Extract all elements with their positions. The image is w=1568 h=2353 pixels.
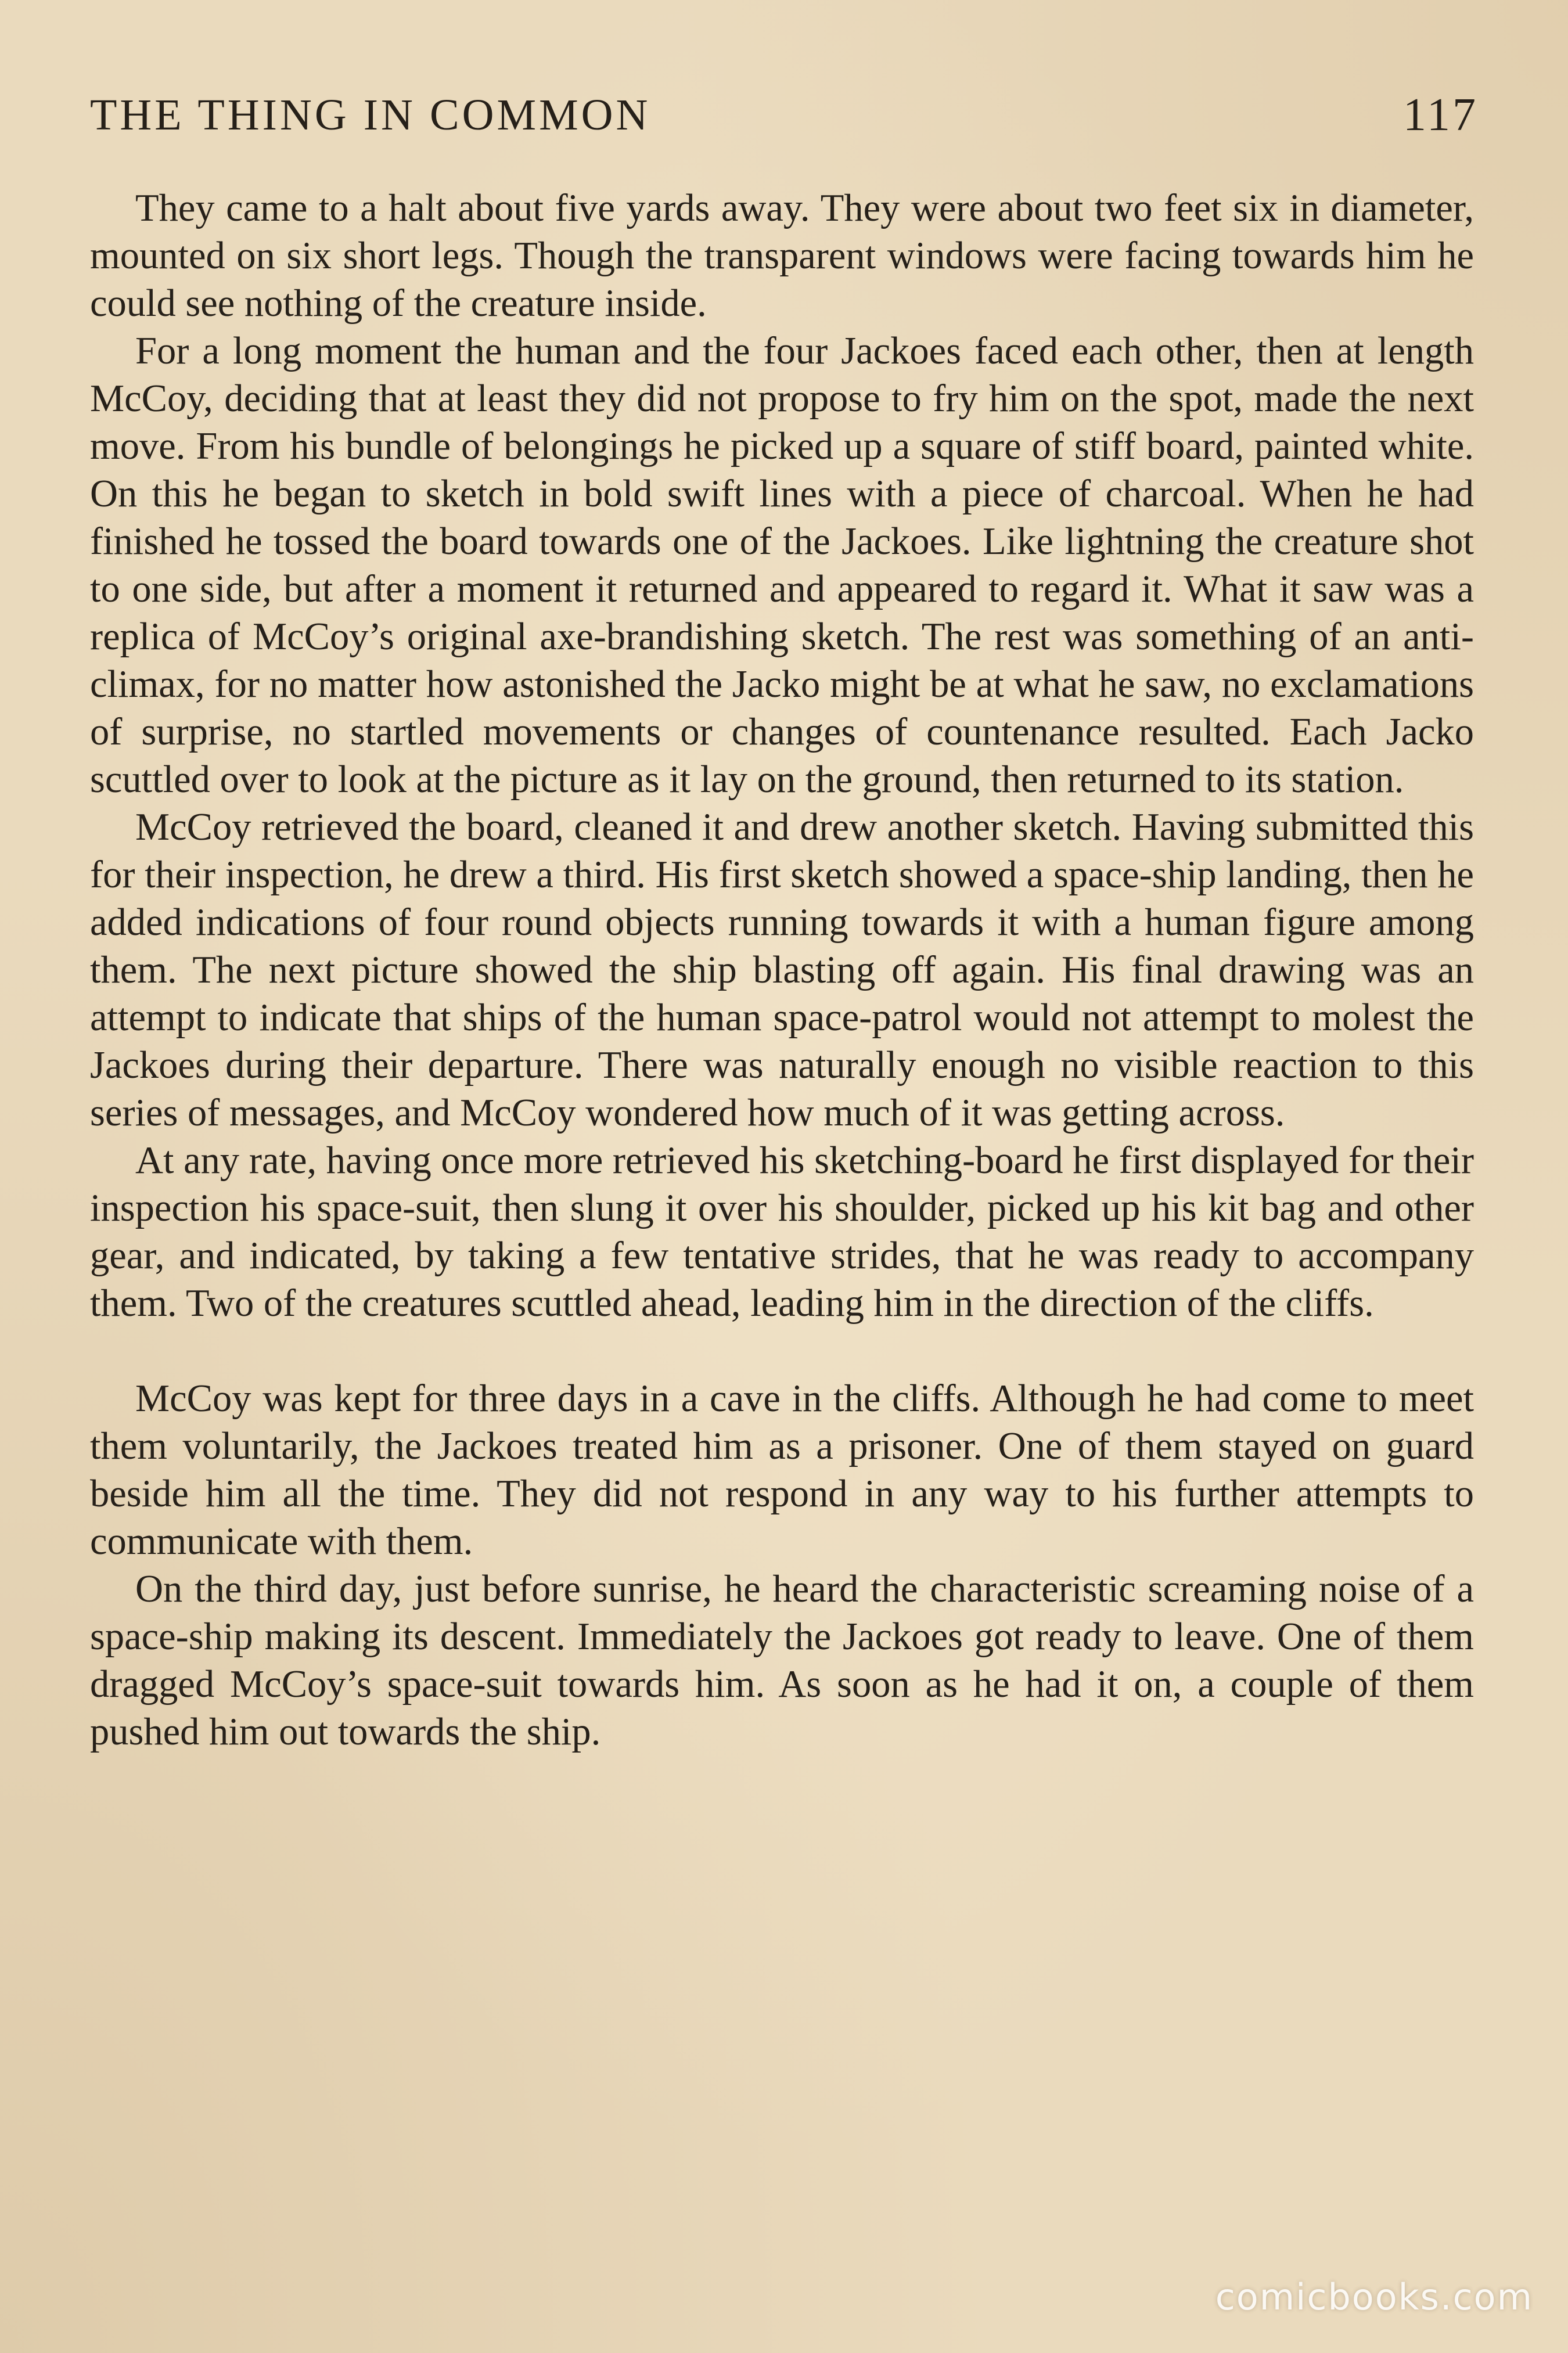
- body-text: [90, 185, 1474, 1756]
- watermark-logo: comicbooks.com: [1215, 2276, 1533, 2318]
- paragraph-1: They came to a halt about five yards away. They were about two feet six in diameter, mounted on six short legs. Though the transparent windows were facing towards him he could see nothing of the creature inside.: [90, 187, 1474, 325]
- running-head: [90, 86, 1478, 144]
- paragraph-4: At any rate, having once more retrieved his sketching-board he first displayed for their inspection his space-suit, then slung it over his shoulder, picked up his kit bag and other gear, and indicated, by taking a few tentative strides, that he was ready to accompany them. Two of the creatures scuttled ahead, leading him in the direction of the cliffs.: [90, 1139, 1474, 1325]
- paragraph-5: McCoy was kept for three days in a cave in the cliffs. Although he had come to meet them voluntarily, the Jackoes treated him as a prisoner. One of them stayed on guard beside him all the time. They did not respond in any way to his further attempts to communicate with them.: [90, 1377, 1474, 1563]
- page-number: 117: [1402, 89, 1478, 141]
- paragraph-2: For a long moment the human and the four Jackoes faced each other, then at length McCoy, deciding that at least they did not propose to fry him on the spot, made the next move. From his bundle of belongings he picked up a square of stiff board, painted white. On this he began to sketch in bold swift lines with a piece of charcoal. When he had finished he tossed the board towards one of the Jackoes. Like lightning the creature shot to one side, but after a moment it returned and appeared to regard it. What it saw was a replica of McCoy’s original axe-brandishing sketch. The rest was something of an anti-climax, for no matter how astonished the Jacko might be at what he saw, no exclamations of surprise, no startled movements or changes of countenance resulted. Each Jacko scuttled over to look at the picture as it lay on the ground, then returned to its station.: [90, 330, 1474, 801]
- section-break: [90, 1327, 1474, 1375]
- paragraph-6: On the third day, just before sunrise, he heard the characteristic screaming noise of a space-ship making its descent. Immediately the Jackoes got ready to leave. One of them dragged McCoy’s space-suit towards him. As soon as he had it on, a couple of them pushed him out towards the ship.: [90, 1568, 1474, 1753]
- paragraph-3: McCoy retrieved the board, cleaned it and drew another sketch. Having submitted this for their inspection, he drew a third. His first sketch showed a space-ship landing, then he added indications of four round objects running towards it with a human figure among them. The next picture showed the ship blasting off again. His final drawing was an attempt to indicate that ships of the human space-patrol would not attempt to molest the Jackoes during their departure. There was naturally enough no visible reaction to this series of messages, and McCoy wondered how much of it was getting across.: [90, 806, 1474, 1134]
- running-title: THE THING IN COMMON: [90, 91, 651, 139]
